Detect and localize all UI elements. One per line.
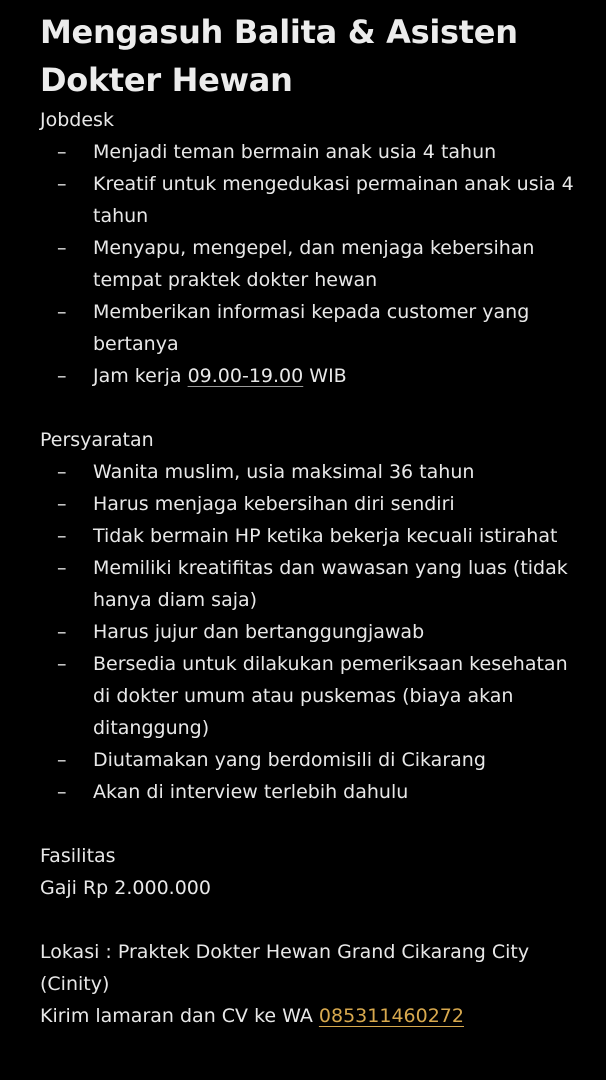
list-item (40, 744, 580, 776)
jobdesk-list (40, 136, 580, 392)
list-item (40, 520, 580, 552)
list-item (40, 232, 580, 296)
persyaratan-item-text: Akan di interview terlebih dahulu (93, 781, 409, 803)
persyaratan-item-text: Tidak bermain HP ketika bekerja kecuali istirahat (93, 525, 558, 547)
dash-bullet: – (57, 461, 67, 483)
spacer (40, 808, 580, 840)
list-item (40, 136, 580, 168)
persyaratan-item-text: Wanita muslim, usia maksimal 36 tahun (93, 461, 475, 483)
list-item (40, 776, 580, 808)
persyaratan-item-text: Diutamakan yang berdomisili di Cikarang (93, 749, 486, 771)
dash-bullet: – (57, 653, 67, 675)
job-post (40, 8, 580, 1032)
dash-bullet: – (57, 365, 67, 387)
list-item (40, 456, 580, 488)
jobdesk-item-text: Menjadi teman bermain anak usia 4 tahun (93, 141, 497, 163)
jobdesk-item-text: Kreatif untuk mengedukasi permainan anak usia 4 tahun (93, 173, 574, 227)
hours-value-link[interactable]: 09.00-19.00 (187, 365, 304, 387)
persyaratan-item-text: Memiliki kreatifitas dan wawasan yang luas (tidak hanya diam saja) (93, 557, 568, 611)
list-item (40, 648, 580, 744)
list-item (40, 360, 580, 392)
title-line-2: Dokter Hewan (40, 61, 293, 99)
dash-bullet: – (57, 621, 67, 643)
jobdesk-heading: Jobdesk (40, 109, 114, 131)
list-item (40, 488, 580, 520)
spacer (40, 392, 580, 424)
dash-bullet: – (57, 237, 67, 259)
dash-bullet: – (57, 141, 67, 163)
title-line-1: Mengasuh Balita & Asisten (40, 13, 518, 51)
location-text: Lokasi : Praktek Dokter Hewan Grand Cikarang City (Cinity) (40, 941, 530, 995)
persyaratan-item-text: Harus jujur dan bertanggungjawab (93, 621, 425, 643)
list-item (40, 552, 580, 616)
jobdesk-item-text: Memberikan informasi kepada customer yang bertanya (93, 301, 530, 355)
list-item (40, 616, 580, 648)
spacer (40, 904, 580, 936)
jobdesk-item-text: Menyapu, mengepel, dan menjaga kebersihan tempat praktek dokter hewan (93, 237, 535, 291)
persyaratan-list (40, 456, 580, 808)
persyaratan-heading: Persyaratan (40, 429, 154, 451)
salary-text: Gaji Rp 2.000.000 (40, 877, 211, 899)
contact-line (40, 1000, 580, 1032)
page-title (40, 8, 580, 104)
list-item (40, 296, 580, 360)
dash-bullet: – (57, 781, 67, 803)
dash-bullet: – (57, 301, 67, 323)
fasilitas-heading: Fasilitas (40, 845, 116, 867)
hours-suffix: WIB (303, 365, 347, 387)
phone-link[interactable]: 085311460272 (318, 1005, 464, 1027)
dash-bullet: – (57, 493, 67, 515)
list-item (40, 168, 580, 232)
dash-bullet: – (57, 749, 67, 771)
persyaratan-item-text: Bersedia untuk dilakukan pemeriksaan kesehatan di dokter umum atau puskemas (biaya akan ditanggung) (93, 653, 568, 739)
persyaratan-item-text: Harus menjaga kebersihan diri sendiri (93, 493, 455, 515)
dash-bullet: – (57, 173, 67, 195)
dash-bullet: – (57, 525, 67, 547)
dash-bullet: – (57, 557, 67, 579)
contact-prefix: Kirim lamaran dan CV ke WA (40, 1005, 319, 1027)
hours-prefix: Jam kerja (93, 365, 188, 387)
